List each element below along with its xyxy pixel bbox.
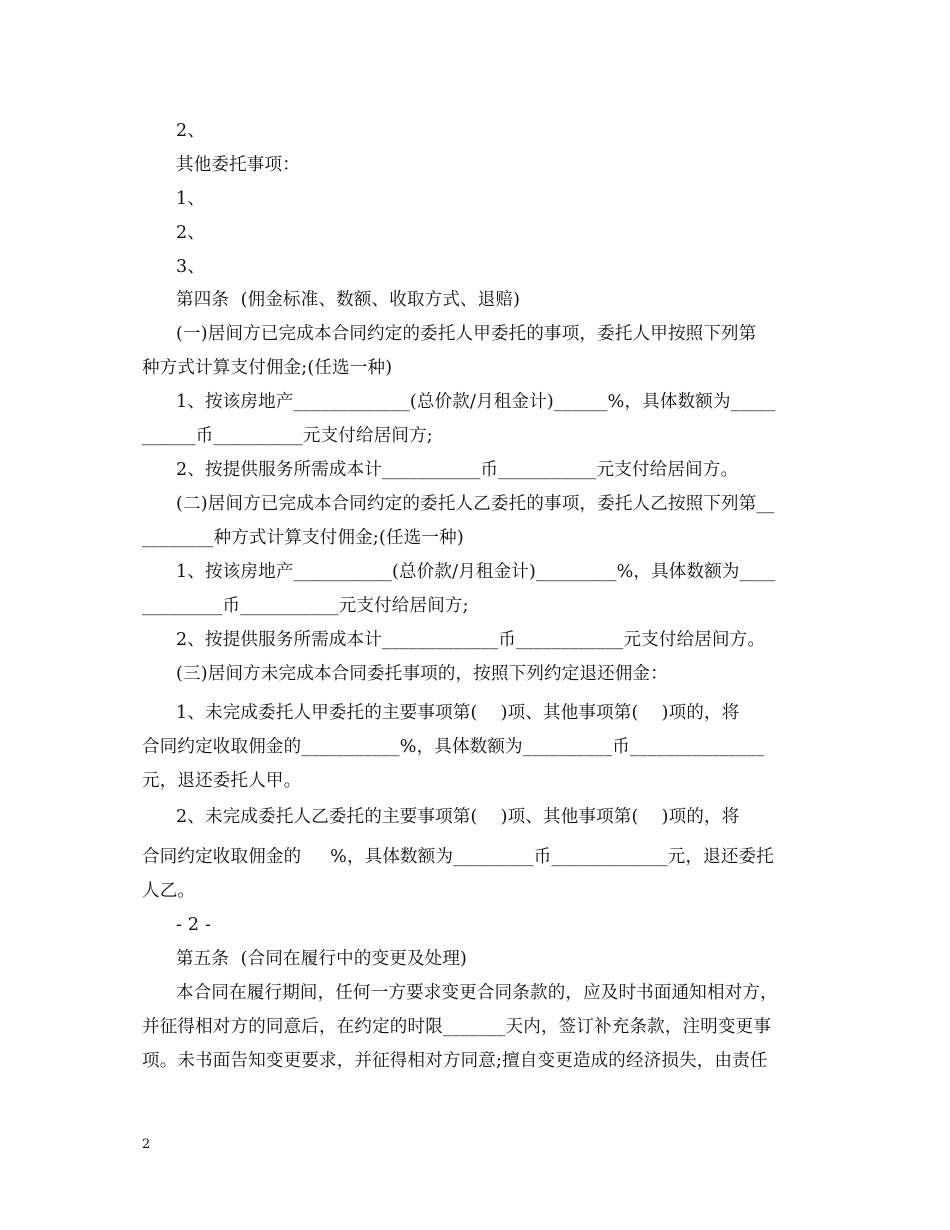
other-matters-heading: 其他委托事项： xyxy=(176,155,300,175)
paragraph-line: 元，退还委托人甲。 xyxy=(142,771,302,791)
paragraph-line: 合同约定收取佣金的 %，具体数额为_________币_____________元，退还委托 xyxy=(142,847,774,867)
paragraph-line: 并征得相对方的同意后，在约定的时限_______天内，签订补充条款，注明变更事 xyxy=(142,1017,772,1037)
paragraph-line: (一)居间方已完成本合同约定的委托人甲委托的事项，委托人甲按照下列第 xyxy=(176,324,757,344)
paragraph-line: 人乙。 xyxy=(142,881,196,901)
footer-page-number: 2 xyxy=(142,1137,151,1152)
paragraph-line: 项。未书面告知变更要求，并征得相对方同意;擅自变更造成的经济损失，由责任 xyxy=(142,1051,768,1071)
paragraph-line: 2、按提供服务所需成本计_____________币____________元支付给居间方。 xyxy=(176,630,766,650)
page-marker: - 2 - xyxy=(176,915,212,935)
item-2: 2、 xyxy=(176,121,206,141)
paragraph-line: 2、按提供服务所需成本计___________币___________元支付给居间方。 xyxy=(176,460,739,480)
paragraph-line: _________币___________元支付给居间方; xyxy=(142,596,469,616)
paragraph-line: (三)居间方未完成本合同委托事项的，按照下列约定退还佣金： xyxy=(176,664,668,684)
paragraph-line: ______币__________元支付给居间方; xyxy=(142,426,433,446)
paragraph-line: 种方式计算支付佣金;(任选一种) xyxy=(142,358,393,378)
paragraph-line: 1、未完成委托人甲委托的主要事项第( )项、其他事项第( )项的，将 xyxy=(176,703,740,723)
paragraph-line: (二)居间方已完成本合同约定的委托人乙委托的事项，委托人乙按照下列第__ xyxy=(176,494,775,514)
paragraph-line: 1、按该房地产_____________(总价款/月租金计)______%，具体数额为_____ xyxy=(176,392,776,412)
article-5-heading: 第五条 (合同在履行中的变更及处理) xyxy=(176,949,468,969)
paragraph-line: 1、按该房地产___________(总价款/月租金计)_________%，具体数额为____ xyxy=(176,562,776,582)
article-4-heading: 第四条 (佣金标准、数额、收取方式、退赔) xyxy=(176,290,521,310)
other-item-3: 3、 xyxy=(176,257,206,277)
other-item-1: 1、 xyxy=(176,189,206,209)
paragraph-line: 合同约定收取佣金的___________%，具体数额为__________币_______________ xyxy=(142,737,765,757)
paragraph-line: 本合同在履行期间，任何一方要求变更合同条款的，应及时书面通知相对方， xyxy=(176,983,778,1003)
paragraph-line: ________种方式计算支付佣金;(任选一种) xyxy=(142,528,464,548)
paragraph-line: 2、未完成委托人乙委托的主要事项第( )项、其他事项第( )项的，将 xyxy=(176,807,740,827)
other-item-2: 2、 xyxy=(176,223,206,243)
